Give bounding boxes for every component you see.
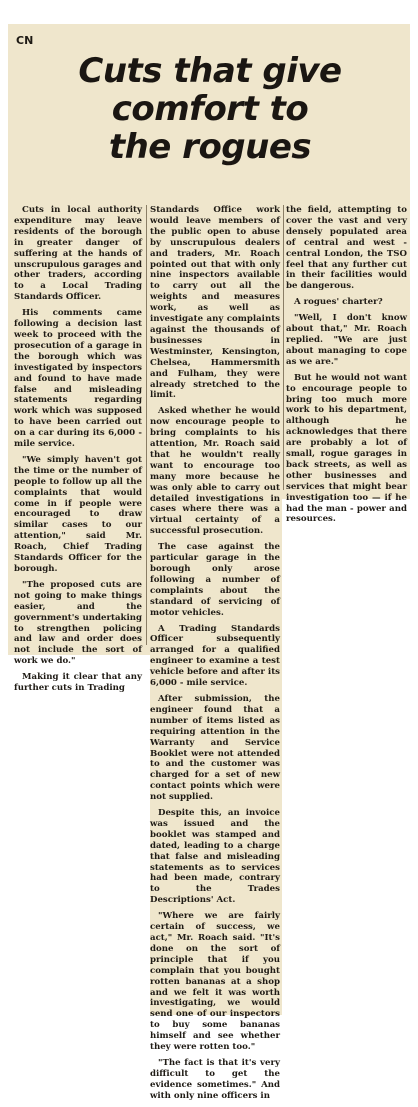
column-rule (146, 205, 147, 645)
article-column-1 (14, 205, 142, 699)
paragraph: the field, attempting to cover the vast and very densely populated area of central and west - central London, the TSO feel that any further cut in their facilities would be dangerous. (286, 205, 407, 292)
headline (40, 52, 380, 166)
paragraph: Making it clear that any further cuts in Trading (14, 672, 142, 694)
subheading: A rogues' charter? (294, 297, 383, 308)
headline-line: comfort to (111, 89, 309, 129)
headline-line: the rogues (108, 127, 312, 167)
paragraph: "The proposed cuts are not going to make things easier, and the government's undertaking to strengthen policing and law and order does not include the sort of work we do." (14, 579, 142, 667)
paragraph: Cuts in local authority expenditure may leave residents of the borough in greater danger of suffering at the hands of unscrupulous garages and other traders, according to a Local Trading Standards Officer. (14, 205, 142, 303)
paragraph: Asked whether he would now encourage people to bring complaints to his attention, Mr. Roach said that he wouldn't really want to encourage too many more because he was only able to carry out detailed investigations in cases where there was a virtual certainty of a successful prosecution. (150, 406, 280, 537)
paragraph: After submission, the engineer found that a number of items listed as requiring attention in the Warranty and Service Booklet were not attended to and the customer was charged for a set of new contact points which were not supplied. (150, 693, 280, 803)
article-column-3 (286, 205, 407, 530)
article-column-2 (150, 205, 280, 1107)
column-rule (283, 205, 284, 490)
paragraph: The case against the particular garage in the borough only arose following a number of complaints about the standard of servicing of motor vehicles. (150, 542, 280, 618)
paragraph: Despite this, an invoice was issued and the booklet was stamped and dated, leading to a charge that false and misleading statements as to services had been made, contrary to the Trades Descriptions' Act. (150, 808, 280, 906)
paragraph: "The fact is that it's very difficult to get the evidence sometimes." And with only nine officers in (150, 1057, 280, 1101)
headline-line: Cuts that give (78, 51, 342, 91)
paragraph: "Where we are fairly certain of success, we act," Mr. Roach said. "It's done on the sort of principle that if you complain that you bought rotten bananas at a shop and we felt it was worth investigating, we would send one of our inspectors to buy some bananas himself and see whether they were rotten too." (150, 911, 280, 1053)
section-tag: CN (16, 34, 34, 47)
paragraph: Standards Office work would leave members of the public open to abuse by unscrupulous dealers and traders, Mr. Roach pointed out that with only nine inspectors available to carry out all the weights and measures work, as well as investigate any complaints against the thousands of businesses in Westminster, Kensington, Chelsea, Hammersmith and Fulham, they were already stretched to the limit. (150, 205, 280, 401)
paragraph: "We simply haven't got the time or the number of people to follow up all the complaints that would come in if people were encouraged to draw similar cases to our attention," said Mr. Roach, Chief Trading Standards Officer for the borough. (14, 454, 142, 574)
paragraph: A Trading Standards Officer subsequently arranged for a qualified engineer to examine a test vehicle before and after its 6,000 - mile service. (150, 623, 280, 689)
paragraph: His comments came following a decision last week to proceed with the prosecution of a garage in the borough which was investigated by inspectors and found to have made false and misleading statements regarding work which was supposed to have been carried out on a car during its 6,000 - mile service. (14, 308, 142, 450)
paragraph: "Well, I don't know about that," Mr. Roach replied. "We are just about managing to cope as we are." (286, 313, 407, 367)
paragraph: But he would not want to encourage people to bring too much more work to his department, although he acknowledges that there are probably a lot of small, rogue garages in back streets, as well as other businesses and services that might bear investigation too — if he had the man - power and resources. (286, 372, 407, 525)
